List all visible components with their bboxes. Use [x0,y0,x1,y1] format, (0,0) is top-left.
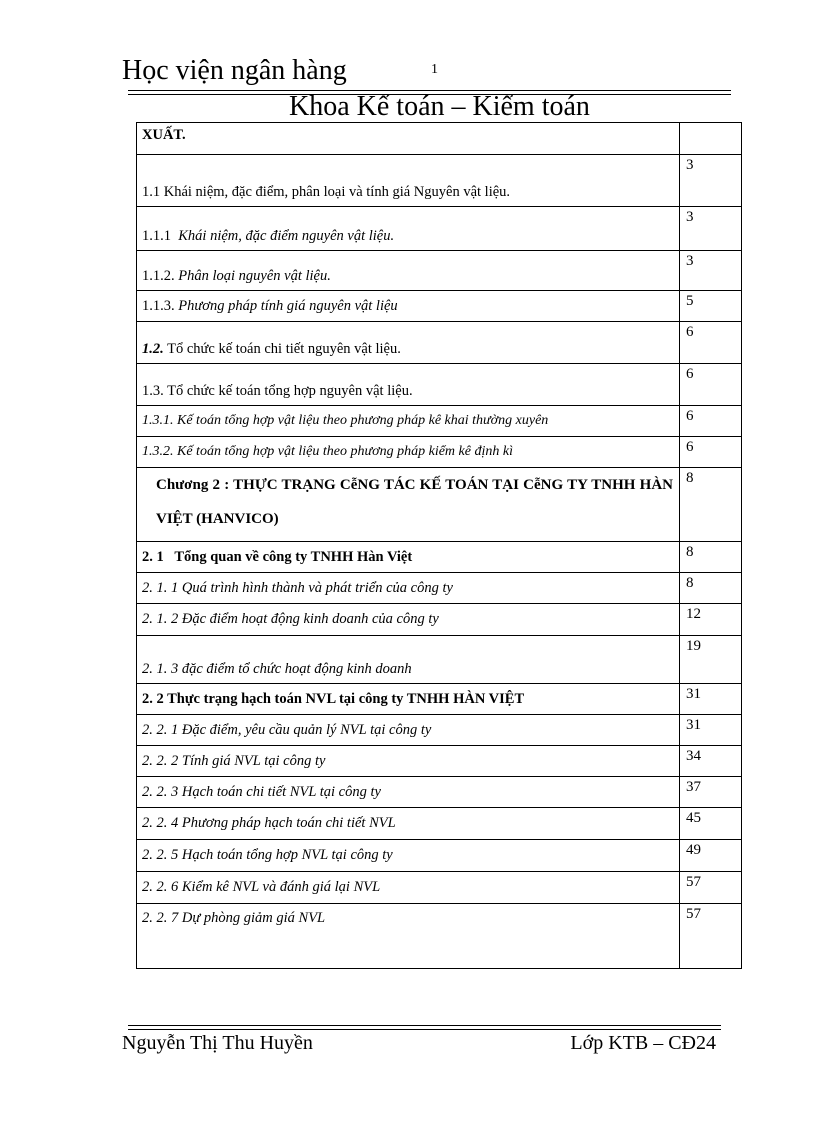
toc-row [137,684,742,715]
toc-row-title: 2. 2. 4 Phương pháp hạch toán chi tiết NVL [142,815,396,831]
toc-row-page: 19 [680,636,742,684]
toc-row-title: 2. 2. 1 Đặc điểm, yêu cầu quản lý NVL tại công ty [142,721,432,738]
toc-row [137,604,742,636]
toc-row-page: 6 [680,364,742,406]
toc-row [137,322,742,364]
toc-row-page: 57 [680,872,742,904]
toc-row [137,715,742,746]
toc-row [137,872,742,904]
toc-row-title: 2. 2. 2 Tính giá NVL tại công ty [142,752,326,769]
toc-row-title: 2. 2. 5 Hạch toán tổng hợp NVL tại công ty [142,847,393,863]
toc-row-page: 49 [680,840,742,872]
toc-row-title: 2. 1. 3 đặc điểm tổ chức hoạt động kinh doanh [142,661,412,677]
toc-row-title: 2. 2. 3 Hạch toán chi tiết NVL tại công ty [142,783,381,800]
toc-row-title: 2. 2. 6 Kiểm kê NVL và đánh giá lại NVL [142,879,381,895]
footer-rule [128,1025,721,1026]
toc-row [137,291,742,322]
toc-row [137,808,742,840]
toc-row-title: 1.1 Khái niệm, đặc điểm, phân loại và tính giá Nguyên vật liệu. [142,184,511,200]
toc-row [137,251,742,291]
page-number: 1 [431,62,438,77]
toc-row-page: 6 [680,322,742,364]
footer-rule [128,1029,721,1030]
toc-row-page: 6 [680,437,742,468]
toc-row-title: 2. 1. 2 Đặc điểm hoạt động kinh doanh của công ty [142,611,439,627]
toc-row-page: 3 [680,155,742,207]
toc-row [137,573,742,604]
toc-row-page: 8 [680,573,742,604]
toc-row [137,207,742,251]
toc-row-title: Phương pháp tính giá nguyên vật liệu [178,297,398,314]
toc-row [137,904,742,969]
toc-row-page [680,123,742,155]
toc-row-title: 2. 1. 1 Quá trình hình thành và phát triển của công ty [142,579,453,596]
toc-row-page: 3 [680,251,742,291]
footer-author: Nguyễn Thị Thu Huyền [122,1032,313,1054]
footer-class: Lớp KTB – CĐ24 [570,1032,716,1054]
toc-row-page: 45 [680,808,742,840]
toc-row-title: Tổ chức kế toán chi tiết nguyên vật liệu. [167,341,401,357]
toc-row [137,746,742,777]
toc-row-title: 1.3.1. Kế toán tổng hợp vật liệu theo phương pháp kê khai thường xuyên [142,413,549,428]
toc-row-page: 34 [680,746,742,777]
toc-row-page: 31 [680,715,742,746]
toc-row-title: 1.3.2. Kế toán tổng hợp vật liệu theo phương pháp kiểm kê định kì [142,444,513,459]
toc-row-title: 2. 2. 7 Dự phòng giảm giá NVL [142,910,326,926]
toc-row-number: 1.1.3. [142,297,175,314]
toc-row [137,840,742,872]
toc-row-title: 2. 2 Thực trạng hạch toán NVL tại công ty TNHH HÀN VIỆT [142,690,525,707]
toc-row-page: 12 [680,604,742,636]
header-department: Khoa Kế toán – Kiểm toán [289,91,590,122]
toc-row [137,364,742,406]
toc-row [137,406,742,437]
toc-row-number: 1.1.1 [142,228,171,244]
toc-row [137,468,742,542]
toc-row [137,437,742,468]
toc-row-title: 2. 1 Tổng quan về công ty TNHH Hàn Việt [142,548,413,565]
toc-row-title: Khái niệm, đặc điểm nguyên vật liệu. [178,228,395,244]
toc-row-page: 8 [680,542,742,573]
toc-row [137,636,742,684]
toc-row-page: 3 [680,207,742,251]
toc-row-page: 57 [680,904,742,969]
toc-row-page: 37 [680,777,742,808]
table-of-contents [136,122,742,969]
toc-row-title: Phân loại nguyên vật liệu. [178,268,331,284]
toc-chapter-title: Chương 2 : THỰC TRẠNG CễNG TÁC KẾ TOÁN TẠI CễNG TY TNHH HÀN VIỆT (HANVICO) [156,477,673,527]
toc-row-number: 1.2. [142,341,164,357]
toc-row-page: 8 [680,468,742,542]
toc-row [137,123,742,155]
toc-row [137,777,742,808]
toc-row [137,155,742,207]
toc-row-page: 6 [680,406,742,437]
toc-row-title: 1.3. Tổ chức kế toán tổng hợp nguyên vật liệu. [142,383,413,399]
toc-row [137,542,742,573]
toc-row-page: 5 [680,291,742,322]
header-institution: Học viện ngân hàng [122,55,347,86]
toc-row-number: 1.1.2. [142,268,175,284]
toc-row-title: XUẤT. [142,127,186,143]
toc-row-page: 31 [680,684,742,715]
